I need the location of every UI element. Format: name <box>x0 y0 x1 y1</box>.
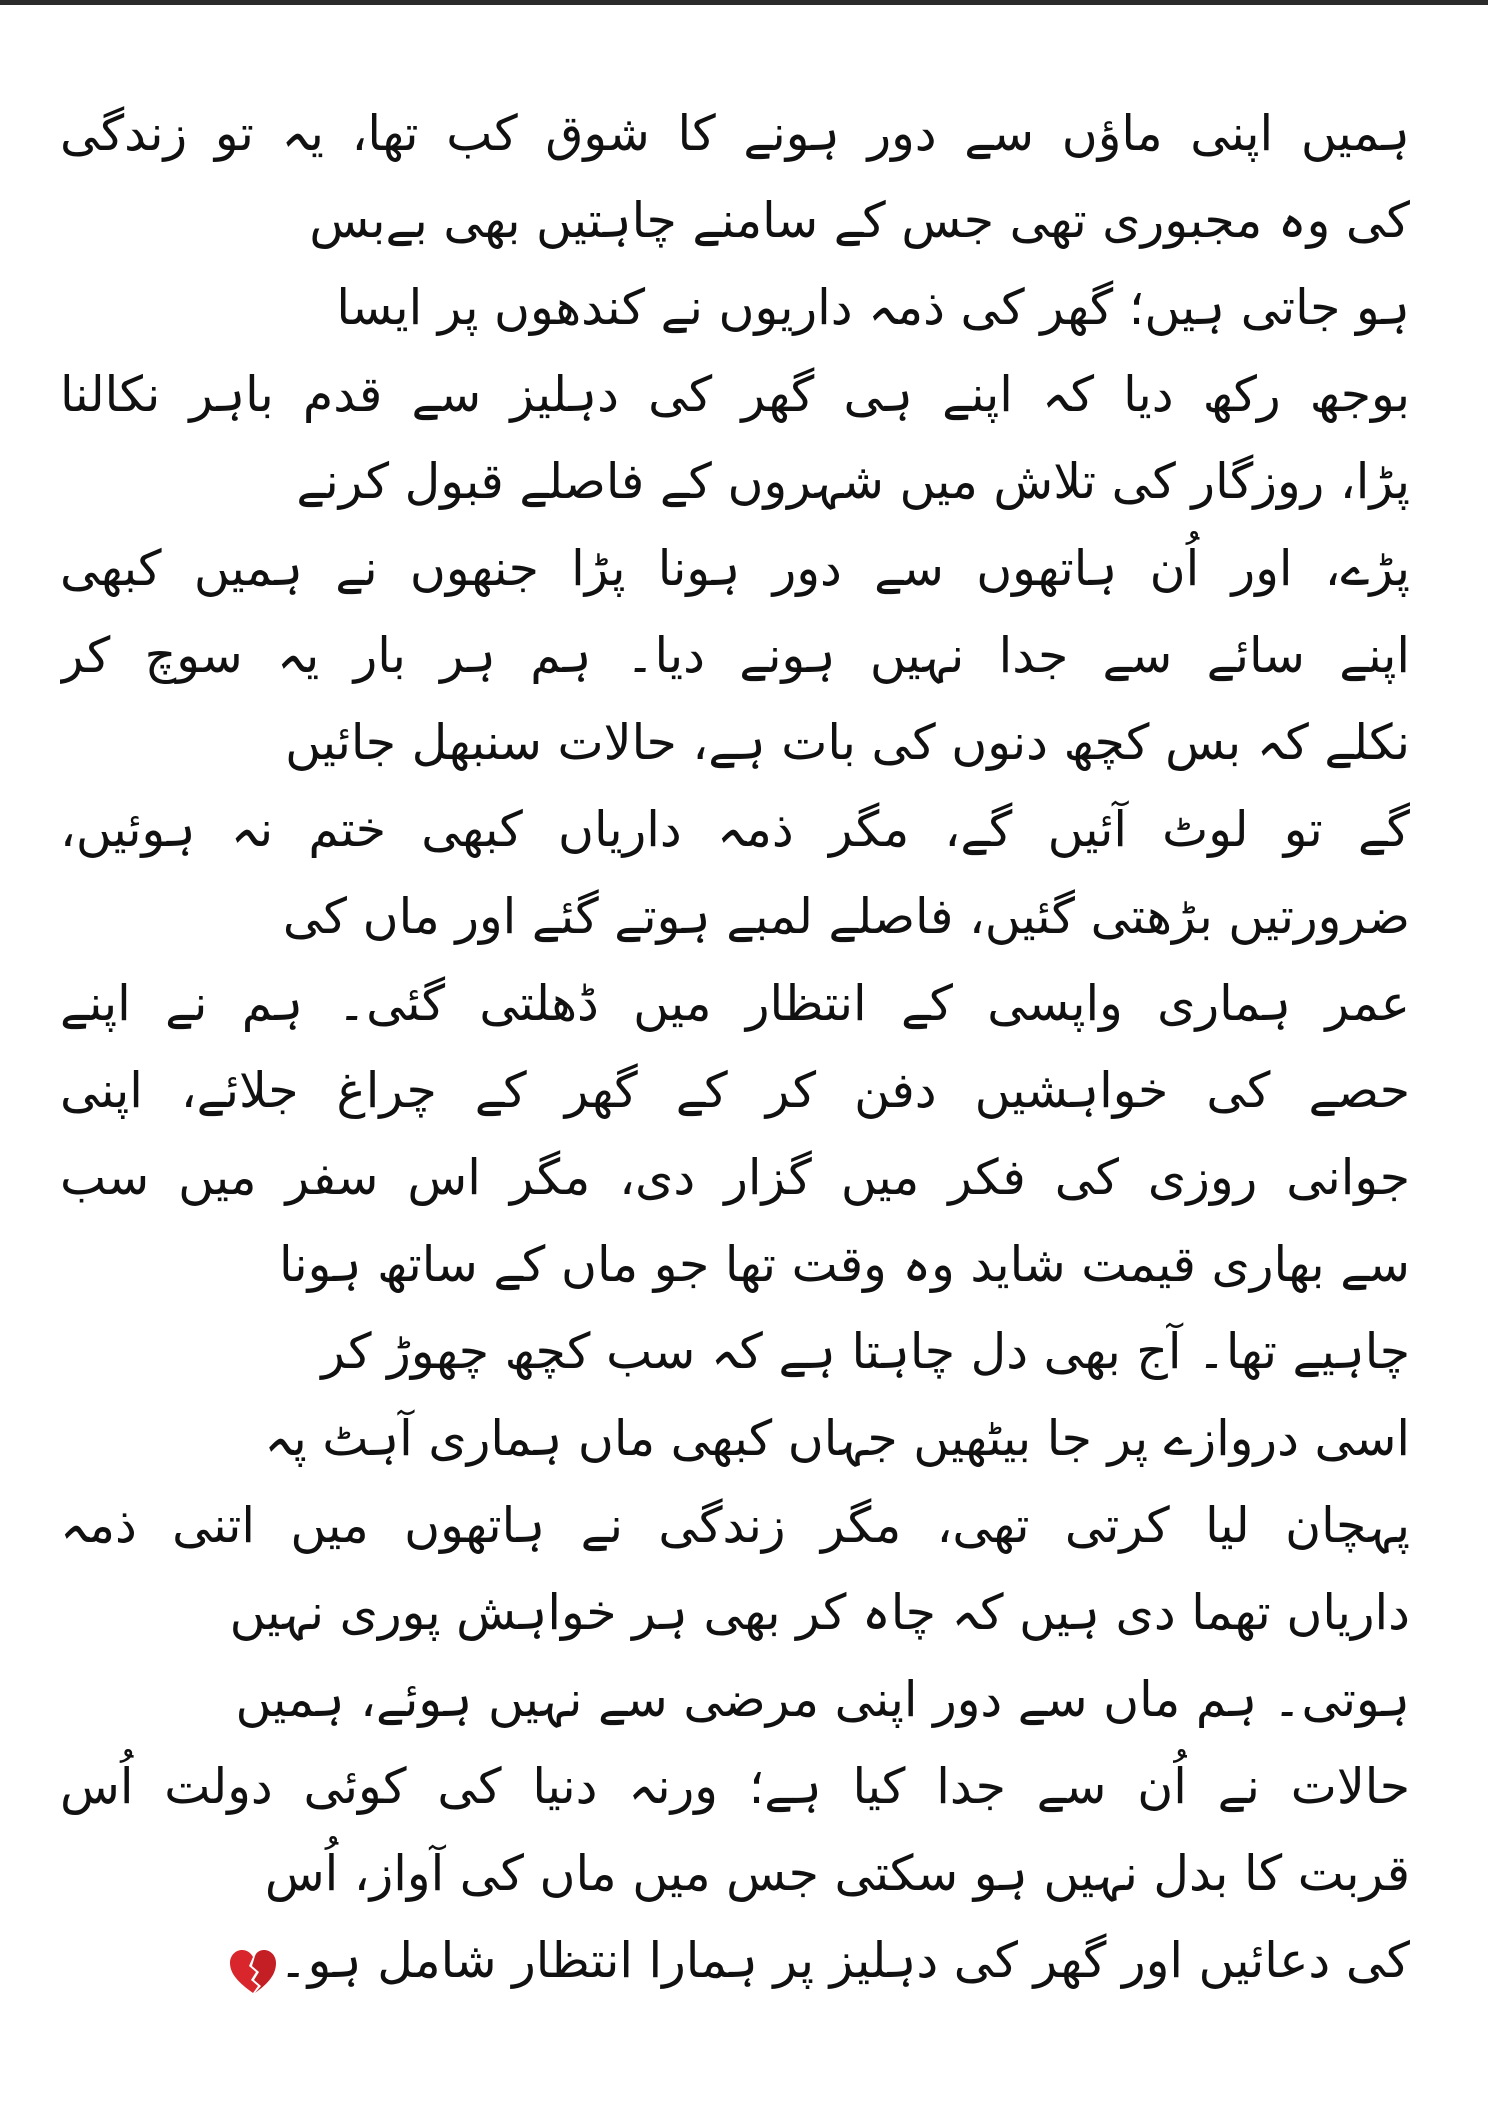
text-line-20: حالات نے اُن سے جدا کیا ہے؛ ورنہ دنیا کی کوئی دولت اُس <box>60 1758 1410 1815</box>
text-line-22-text: کی دعائیں اور گھر کی دہلیز پر ہمارا انتظار شامل ہو۔ <box>278 1932 1410 1989</box>
text-line-22 <box>60 1917 1410 2004</box>
text-line-5: پڑا، روزگار کی تلاش میں شہروں کے فاصلے قبول کرنے <box>296 453 1410 510</box>
text-line-7: اپنے سائے سے جدا نہیں ہونے دیا۔ ہم ہر بار یہ سوچ کر <box>60 627 1410 684</box>
text-line-13: جوانی روزی کی فکر میں گزار دی، مگر اس سفر میں سب <box>60 1149 1410 1206</box>
broken-heart-svg <box>227 1946 279 1998</box>
text-line-21: قربت کا بدل نہیں ہو سکتی جس میں ماں کی آواز، اُس <box>264 1845 1410 1902</box>
text-line-14: سے بھاری قیمت شاید وہ وقت تھا جو ماں کے ساتھ ہونا <box>279 1236 1410 1293</box>
post-text-block <box>60 90 1410 2090</box>
text-line-15: چاہیے تھا۔ آج بھی دل چاہتا ہے کہ سب کچھ چھوڑ کر <box>321 1323 1410 1380</box>
text-line-16: اسی دروازے پر جا بیٹھیں جہاں کبھی ماں ہماری آہٹ پہ <box>264 1410 1410 1467</box>
text-line-19: ہوتی۔ ہم ماں سے دور اپنی مرضی سے نہیں ہوئے، ہمیں <box>235 1671 1410 1728</box>
text-line-9: گے تو لوٹ آئیں گے، مگر ذمہ داریاں کبھی ختم نہ ہوئیں، <box>60 801 1410 858</box>
text-line-1: ہمیں اپنی ماؤں سے دور ہونے کا شوق کب تھا، یہ تو زندگی <box>60 105 1410 162</box>
text-line-6: پڑے، اور اُن ہاتھوں سے دور ہونا پڑا جنھوں نے ہمیں کبھی <box>60 540 1410 597</box>
text-line-12: حصے کی خواہشیں دفن کر کے گھر کے چراغ جلائے، اپنی <box>60 1062 1410 1119</box>
text-line-17: پہچان لیا کرتی تھی، مگر زندگی نے ہاتھوں میں اتنی ذمہ <box>60 1497 1410 1554</box>
text-line-8: نکلے کہ بس کچھ دنوں کی بات ہے، حالات سنبھل جائیں <box>285 714 1410 771</box>
text-line-3: ہو جاتی ہیں؛ گھر کی ذمہ داریوں نے کندھوں پر ایسا <box>336 279 1410 336</box>
text-line-10: ضرورتیں بڑھتی گئیں، فاصلے لمبے ہوتے گئے اور ماں کی <box>282 888 1410 945</box>
text-line-11: عمر ہماری واپسی کے انتظار میں ڈھلتی گئی۔ ہم نے اپنے <box>60 975 1410 1032</box>
top-divider <box>0 0 1488 5</box>
text-line-18: داریاں تھما دی ہیں کہ چاہ کر بھی ہر خواہش پوری نہیں <box>229 1584 1410 1641</box>
text-line-2: کی وہ مجبوری تھی جس کے سامنے چاہتیں بھی بےبس <box>309 192 1410 249</box>
text-line-4: بوجھ رکھ دیا کہ اپنے ہی گھر کی دہلیز سے قدم باہر نکالنا <box>60 366 1410 423</box>
broken-heart-icon <box>227 1938 279 1990</box>
